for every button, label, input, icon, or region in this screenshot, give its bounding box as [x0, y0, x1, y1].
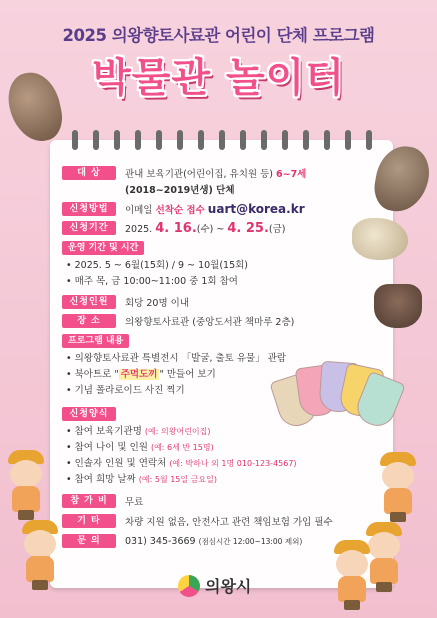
etc-label: 기 타 [62, 514, 116, 528]
contact-hours: (점심시간 12:00~13:00 제외) [198, 536, 303, 546]
period-start: 4. 16. [155, 220, 197, 236]
form-org-example: (예: 의왕어린이집) [144, 427, 211, 436]
form-item-org [66, 423, 211, 437]
people-label: 신청인원 [62, 295, 116, 309]
program-item-bookart [66, 366, 216, 380]
target-value: 관내 보육기관(어린이집, 유치원 등) [125, 169, 276, 180]
child-illustration-left-top [4, 450, 48, 522]
ops-label: 운영 기간 및 시간 [62, 241, 144, 255]
city-logo [178, 574, 251, 597]
program-handaxe: 주먹도끼 [120, 369, 158, 380]
target-label: 대 상 [62, 166, 116, 180]
child-illustration-right-bottom [330, 540, 374, 612]
form-age-example: (예: 6세 반 15명) [150, 443, 214, 452]
form-item-age [66, 439, 214, 453]
program-label: 프로그램 내용 [62, 334, 129, 348]
place-value: 의왕향토사료관 (중앙도서관 책마루 2층) [125, 317, 295, 328]
form-leader: • 인솔자 인원 및 연락처 [66, 458, 167, 469]
etc-value: 차량 지원 없음, 안전사고 관련 책임보험 가입 필수 [125, 517, 333, 528]
fee-row [62, 493, 143, 509]
ops-period: • 2025. 5 ~ 6월(15회) / 9 ~ 10월(15회) [66, 260, 249, 271]
period-end: 4. 25. [227, 220, 269, 236]
ops-time: • 매주 목, 금 10:00~11:00 중 1회 참여 [66, 276, 238, 287]
period-row [62, 220, 286, 236]
apply-email: uart@korea.kr [207, 202, 305, 216]
contact-row [62, 533, 302, 549]
apply-row [62, 201, 305, 217]
fee-label: 참 가 비 [62, 494, 116, 508]
contact-phone: 031) 345-3669 [125, 535, 196, 547]
form-item-date [66, 471, 217, 485]
target-row [62, 165, 306, 181]
period-end-day: (금) [268, 223, 286, 235]
program-row [62, 333, 129, 349]
form-age: • 참여 나이 및 인원 [66, 442, 148, 453]
form-label: 신청양식 [62, 407, 116, 421]
target-age: 6~7세 [276, 169, 307, 180]
form-org: • 참여 보육기관명 [66, 426, 142, 437]
city-logo-text: 의왕시 [205, 577, 252, 596]
contact-label: 문 의 [62, 534, 116, 548]
program-bookart-text: • 북아트로 " [66, 369, 119, 380]
form-leader-example: (예: 박하나 외 1명 010-123-4567) [169, 459, 297, 468]
apply-first-come: 선착순 접수 [155, 205, 205, 216]
form-item-leader [66, 455, 297, 469]
poster-subtitle: 2025 의왕향토사료관 어린이 단체 프로그램 [62, 26, 375, 45]
place-row [62, 313, 294, 329]
child-illustration-left-bottom [18, 520, 62, 592]
bookart-cards-image [276, 358, 396, 436]
etc-row [62, 513, 333, 529]
ops-row [62, 240, 144, 256]
people-row [62, 294, 189, 310]
people-value: 회당 20명 이내 [125, 298, 190, 309]
stone-artifact-image [352, 218, 408, 260]
child-illustration-right-top [376, 452, 420, 524]
period-start-day: (수) ~ [196, 223, 228, 235]
pottery-image [374, 284, 422, 328]
apply-method: 이메일 [125, 205, 156, 216]
form-row [62, 406, 116, 422]
apply-label: 신청방법 [62, 202, 116, 216]
period-label: 신청기간 [62, 221, 116, 235]
form-date-example: (예: 5월 15일 금요일) [138, 475, 217, 484]
fee-value: 무료 [125, 497, 144, 508]
place-label: 장 소 [62, 314, 116, 328]
form-date: • 참여 희망 날짜 [66, 474, 136, 485]
period-year: 2025. [125, 223, 156, 235]
program-item-photo: • 기념 폴라로이드 사진 찍기 [66, 385, 185, 396]
program-bookart-suffix: " 만들어 보기 [159, 369, 216, 380]
poster-title: 박물관 놀이터 [92, 55, 345, 101]
spiral-binding [72, 130, 372, 152]
program-item-exhibit: • 의왕향토사료관 특별전시 「발굴, 출토 유물」 관람 [66, 353, 287, 364]
city-logo-icon [178, 575, 200, 597]
target-years: (2018~2019년생) 단체 [125, 185, 235, 196]
